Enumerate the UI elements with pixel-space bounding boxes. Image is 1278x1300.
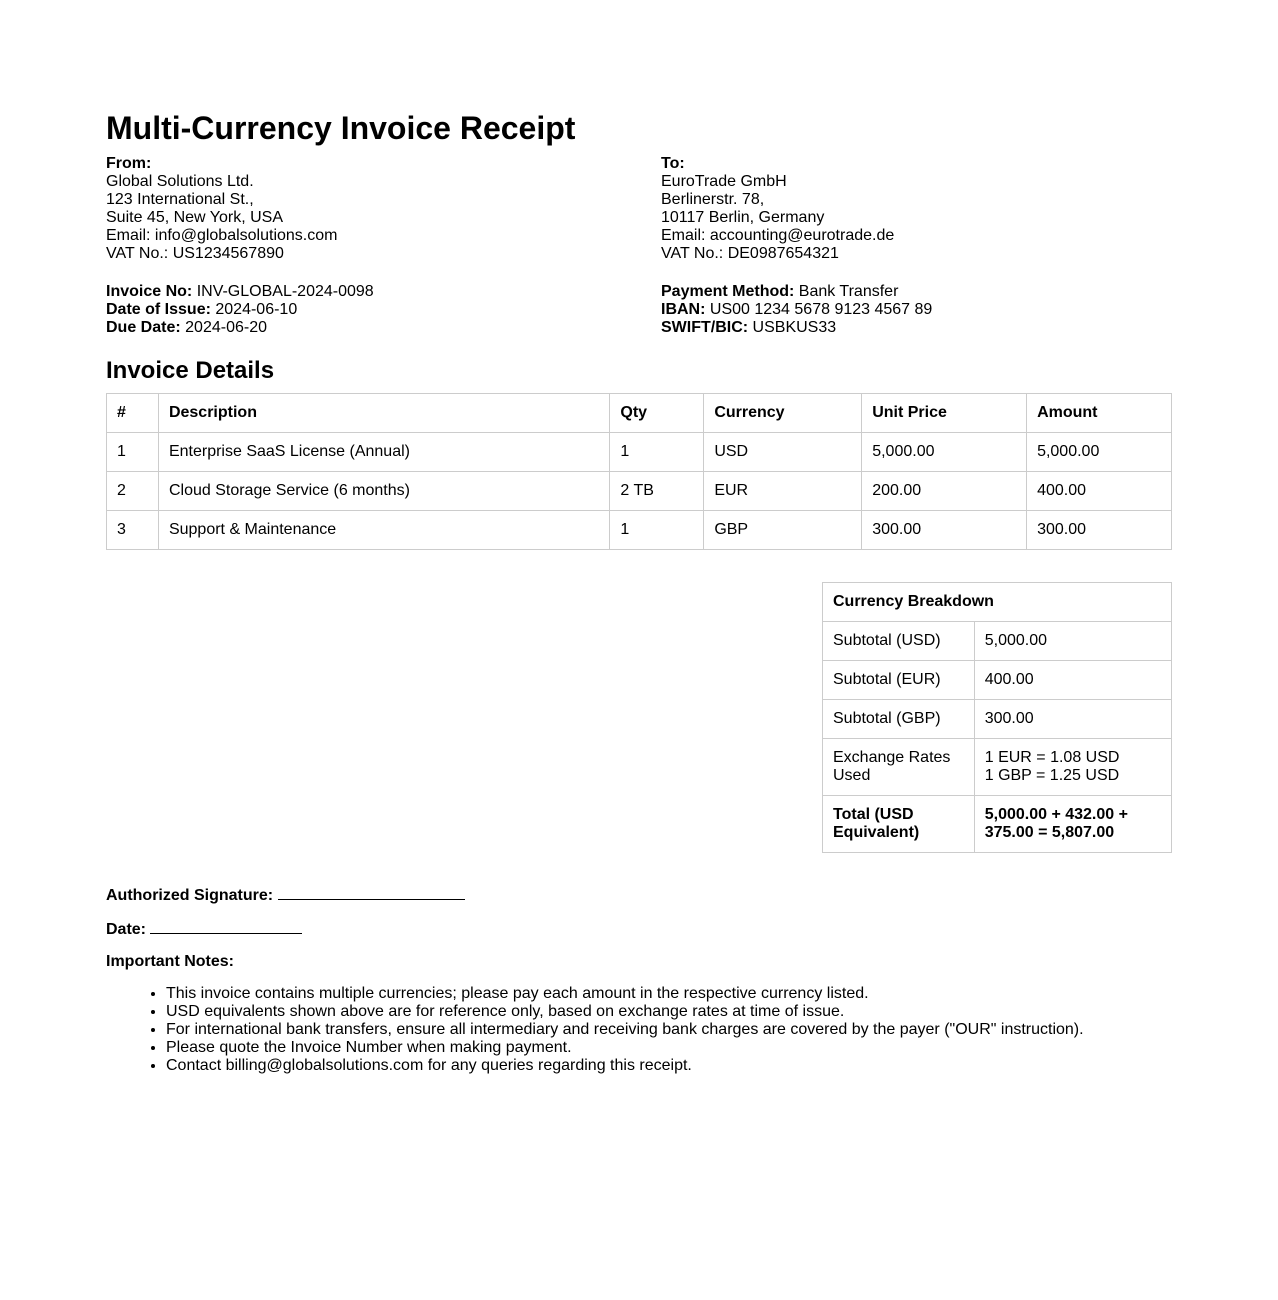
payment-meta [661, 283, 932, 337]
signature-date-label: Date: [106, 921, 147, 938]
payment-method-label: Payment Method: [661, 283, 795, 300]
column-header-number: # [107, 394, 159, 433]
cell-unit-price: 200.00 [862, 472, 1027, 511]
breakdown-value: 5,000.00 [974, 622, 1171, 661]
breakdown-heading: Currency Breakdown [823, 583, 1172, 622]
cell-amount: 300.00 [1027, 511, 1172, 550]
column-header-qty: Qty [610, 394, 704, 433]
swift-line [661, 319, 932, 337]
cell-currency: USD [704, 433, 862, 472]
column-header-currency: Currency [704, 394, 862, 433]
table-row [107, 433, 1172, 472]
swift: USBKUS33 [752, 319, 837, 336]
signature-date-line [106, 919, 302, 939]
to-city: 10117 Berlin, Germany [661, 209, 825, 226]
cell-amount: 400.00 [1027, 472, 1172, 511]
list-item: • Please quote the Invoice Number when making payment. [166, 1039, 1084, 1057]
exchange-rates-label: Exchange Rates Used [823, 739, 975, 796]
cell-number: 2 [107, 472, 159, 511]
table-row [823, 700, 1172, 739]
table-row [823, 661, 1172, 700]
column-header-description: Description [158, 394, 609, 433]
total-value: 5,000.00 + 432.00 + 375.00 = 5,807.00 [974, 796, 1171, 853]
cell-number: 1 [107, 433, 159, 472]
iban: US00 1234 5678 9123 4567 89 [709, 301, 933, 318]
signature-blank [278, 885, 465, 900]
table-row [107, 472, 1172, 511]
breakdown-value: 300.00 [974, 700, 1171, 739]
exchange-rate-eur: 1 EUR = 1.08 USD [984, 749, 1120, 766]
swift-label: SWIFT/BIC: [661, 319, 749, 336]
list-item: • This invoice contains multiple currencies; please pay each amount in the respective currency listed. [166, 985, 1084, 1003]
breakdown-header-row [823, 583, 1172, 622]
list-item: • USD equivalents shown above are for reference only, based on exchange rates at time of issue. [166, 1003, 1084, 1021]
cell-number: 3 [107, 511, 159, 550]
table-header-row [107, 394, 1172, 433]
issue-date-line [106, 301, 374, 319]
from-city: Suite 45, New York, USA [106, 209, 283, 226]
column-header-unit-price: Unit Price [862, 394, 1027, 433]
breakdown-label: Subtotal (GBP) [823, 700, 975, 739]
notes-list [106, 985, 1084, 1075]
due-date: 2024-06-20 [185, 319, 267, 336]
invoice-details-table [106, 393, 1172, 550]
from-email: Email: info@globalsolutions.com [106, 227, 338, 244]
cell-qty: 1 [610, 511, 704, 550]
to-address [661, 155, 894, 263]
to-email: Email: accounting@eurotrade.de [661, 227, 895, 244]
cell-qty: 2 TB [610, 472, 704, 511]
cell-currency: EUR [704, 472, 862, 511]
total-row [823, 796, 1172, 853]
breakdown-value: 400.00 [974, 661, 1171, 700]
iban-label: IBAN: [661, 301, 706, 318]
signature-label: Authorized Signature: [106, 887, 274, 904]
cell-amount: 5,000.00 [1027, 433, 1172, 472]
invoice-details-heading: Invoice Details [106, 357, 275, 384]
signature-line [106, 885, 465, 905]
to-vat: VAT No.: DE0987654321 [661, 245, 839, 262]
payment-method-line [661, 283, 932, 301]
exchange-rate-gbp: 1 GBP = 1.25 USD [984, 767, 1120, 784]
issue-date: 2024-06-10 [215, 301, 298, 318]
page-title: Multi-Currency Invoice Receipt [106, 110, 576, 146]
cell-qty: 1 [610, 433, 704, 472]
invoice-number: INV-GLOBAL-2024-0098 [196, 283, 374, 300]
cell-unit-price: 300.00 [862, 511, 1027, 550]
invoice-meta [106, 283, 374, 337]
breakdown-label: Subtotal (USD) [823, 622, 975, 661]
from-street: 123 International St., [106, 191, 254, 208]
cell-description: Cloud Storage Service (6 months) [158, 472, 609, 511]
signature-date-blank [150, 919, 302, 934]
list-item: • For international bank transfers, ensure all intermediary and receiving bank charges are covered by the payer ("OUR" instruction). [166, 1021, 1084, 1039]
iban-line [661, 301, 932, 319]
cell-currency: GBP [704, 511, 862, 550]
list-item: • Contact billing@globalsolutions.com for any queries regarding this receipt. [166, 1057, 1084, 1075]
from-vat: VAT No.: US1234567890 [106, 245, 284, 262]
to-label: To: [661, 155, 685, 172]
due-date-line [106, 319, 374, 337]
total-label: Total (USD Equivalent) [823, 796, 975, 853]
from-address [106, 155, 337, 263]
cell-description: Enterprise SaaS License (Annual) [158, 433, 609, 472]
due-date-label: Due Date: [106, 319, 181, 336]
exchange-rates-row [823, 739, 1172, 796]
cell-description: Support & Maintenance [158, 511, 609, 550]
table-row [107, 511, 1172, 550]
from-company: Global Solutions Ltd. [106, 173, 254, 190]
cell-unit-price: 5,000.00 [862, 433, 1027, 472]
payment-method: Bank Transfer [798, 283, 899, 300]
issue-date-label: Date of Issue: [106, 301, 211, 318]
exchange-rates-values [974, 739, 1171, 796]
breakdown-label: Subtotal (EUR) [823, 661, 975, 700]
currency-breakdown-table [822, 582, 1172, 853]
invoice-number-label: Invoice No: [106, 283, 193, 300]
invoice-number-line [106, 283, 374, 301]
notes-title: Important Notes: [106, 953, 234, 970]
table-row [823, 622, 1172, 661]
from-label: From: [106, 155, 152, 172]
column-header-amount: Amount [1027, 394, 1172, 433]
to-street: Berlinerstr. 78, [661, 191, 765, 208]
to-company: EuroTrade GmbH [661, 173, 787, 190]
